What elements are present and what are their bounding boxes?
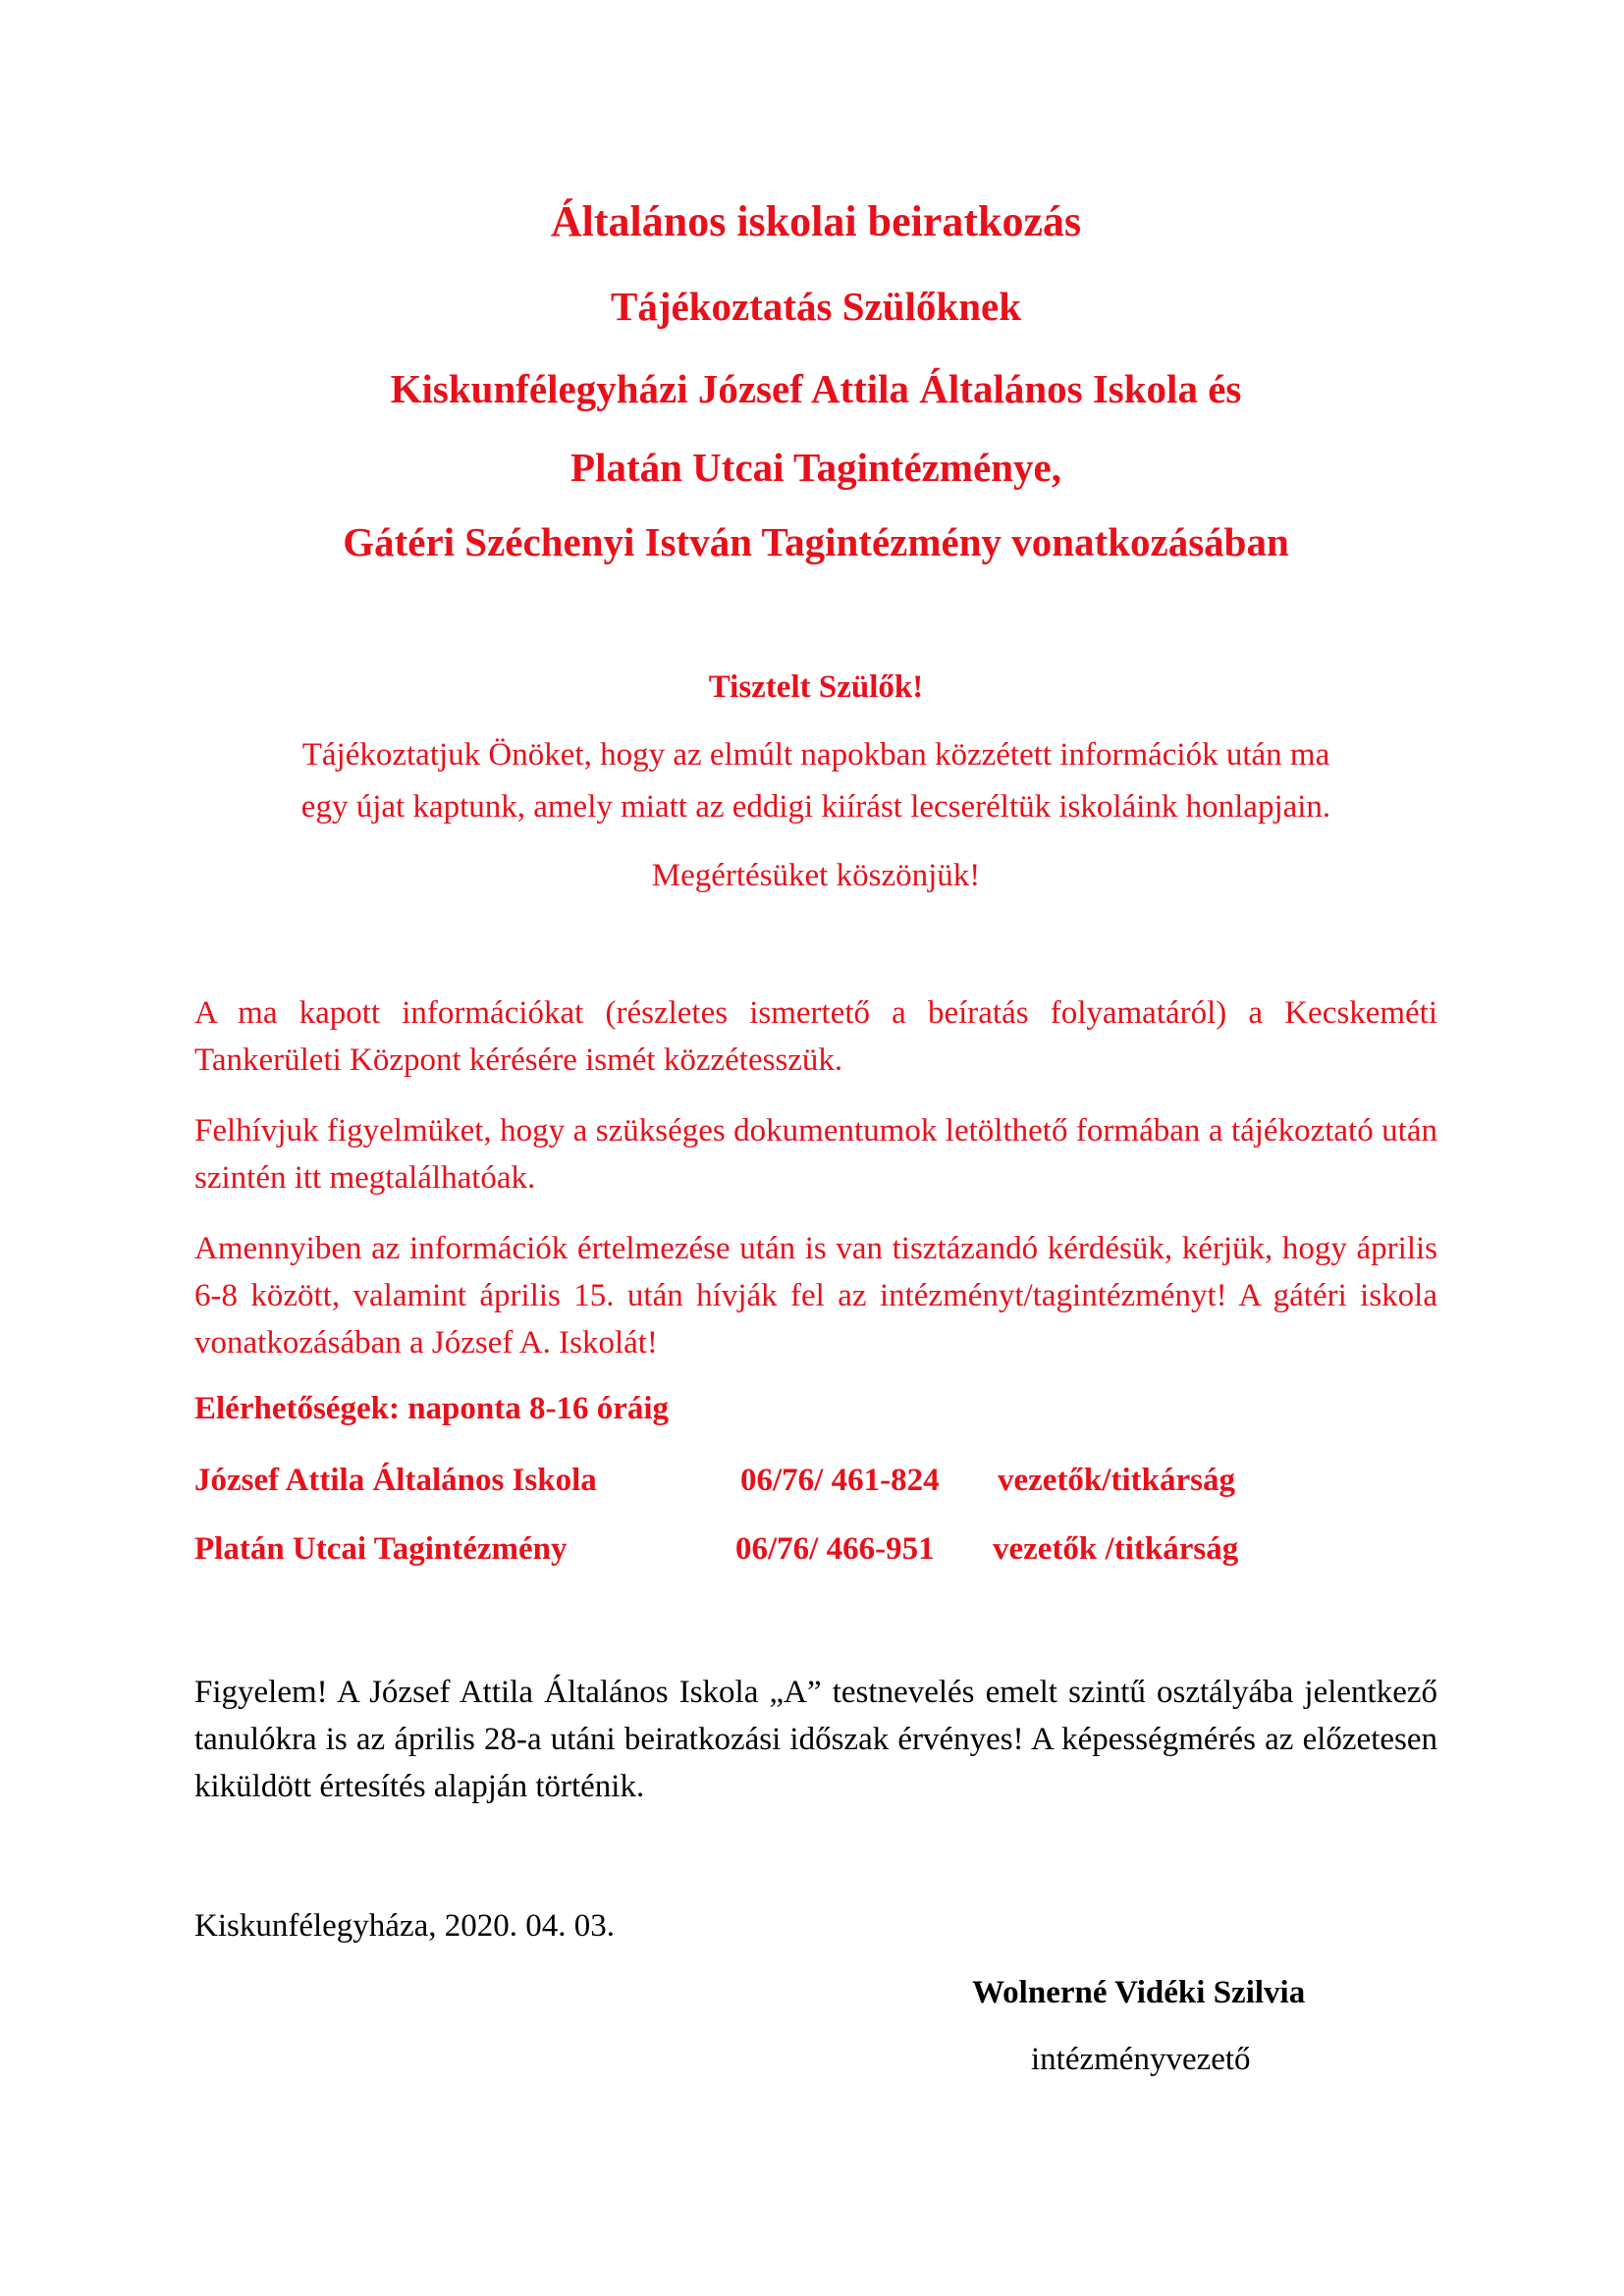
paragraph-documents: Felhívjuk figyelmüket, hogy a szükséges dokumentumok letölthető formában a tájékoztató után szintén itt megtalálhatóak. <box>194 1113 1437 1196</box>
document-title: Általános iskolai beiratkozás <box>550 197 1082 245</box>
paragraph-information: A ma kapott információkat (részletes ismertető a beíratás folyamatáról) a Kecskeméti Tankerületi Központ kérésére ismét közzétesszük. <box>194 995 1437 1078</box>
contacts-heading <box>194 1387 1437 1430</box>
contact-role: vezetők /titkárság <box>993 1531 1239 1567</box>
paragraph-questions: Amennyiben az információk értelmezése után is van tisztázandó kérdésük, kérjük, hogy április 6-8 között, valamint április 15. után hívják fel az intézményt/tagintézményt! A gátéri iskola vonatkozásában a József A. Iskolát! <box>194 1231 1437 1361</box>
school-name-line-2: Platán Utcai Tagintézménye, <box>570 445 1061 490</box>
contact-row <box>194 1459 1437 1502</box>
notice-thanks: Megértésüket köszönjük! <box>651 858 981 893</box>
notice-line-1: Tájékoztatjuk Önöket, hogy az elmúlt napokban közzétett információk után ma <box>301 737 1330 773</box>
school-name-line-3: Gátéri Széchenyi István Tagintézmény vonatkozásában <box>343 519 1289 564</box>
document-subtitle: Tájékoztatás Szülőknek <box>610 284 1021 329</box>
notice-line-2: egy újat kaptunk, amely miatt az eddigi kiírást lecseréltük iskoláink honlapjain. <box>300 789 1331 825</box>
contact-row <box>194 1527 1437 1571</box>
place-and-date: Kiskunfélegyháza, 2020. 04. 03. <box>194 1908 615 1944</box>
greeting: Tisztelt Szülők! <box>708 669 924 705</box>
contact-role: vezetők/titkárság <box>998 1463 1235 1498</box>
contacts-heading-text: Elérhetőségek: naponta 8-16 óráig <box>194 1391 670 1426</box>
signer-title: intézményvezető <box>1031 2042 1251 2077</box>
contact-name: Platán Utcai Tagintézmény <box>194 1531 568 1567</box>
contact-phone: 06/76/ 466-951 <box>735 1531 935 1567</box>
school-name-line-1: Kiskunfélegyházi József Attila Általános Iskola és <box>390 366 1242 411</box>
signer-name: Wolnerné Vidéki Szilvia <box>972 1975 1306 2010</box>
contact-name: József Attila Általános Iskola <box>194 1463 597 1498</box>
contact-phone: 06/76/ 461-824 <box>740 1463 940 1498</box>
attention-paragraph: Figyelem! A József Attila Általános Iskola „A” testnevelés emelt szintű osztályába jelentkező tanulókra is az április 28-a utáni beiratkozási időszak érvényes! A képességmérés az előzetesen kiküldött értesítés alapján történik. <box>194 1675 1437 1804</box>
